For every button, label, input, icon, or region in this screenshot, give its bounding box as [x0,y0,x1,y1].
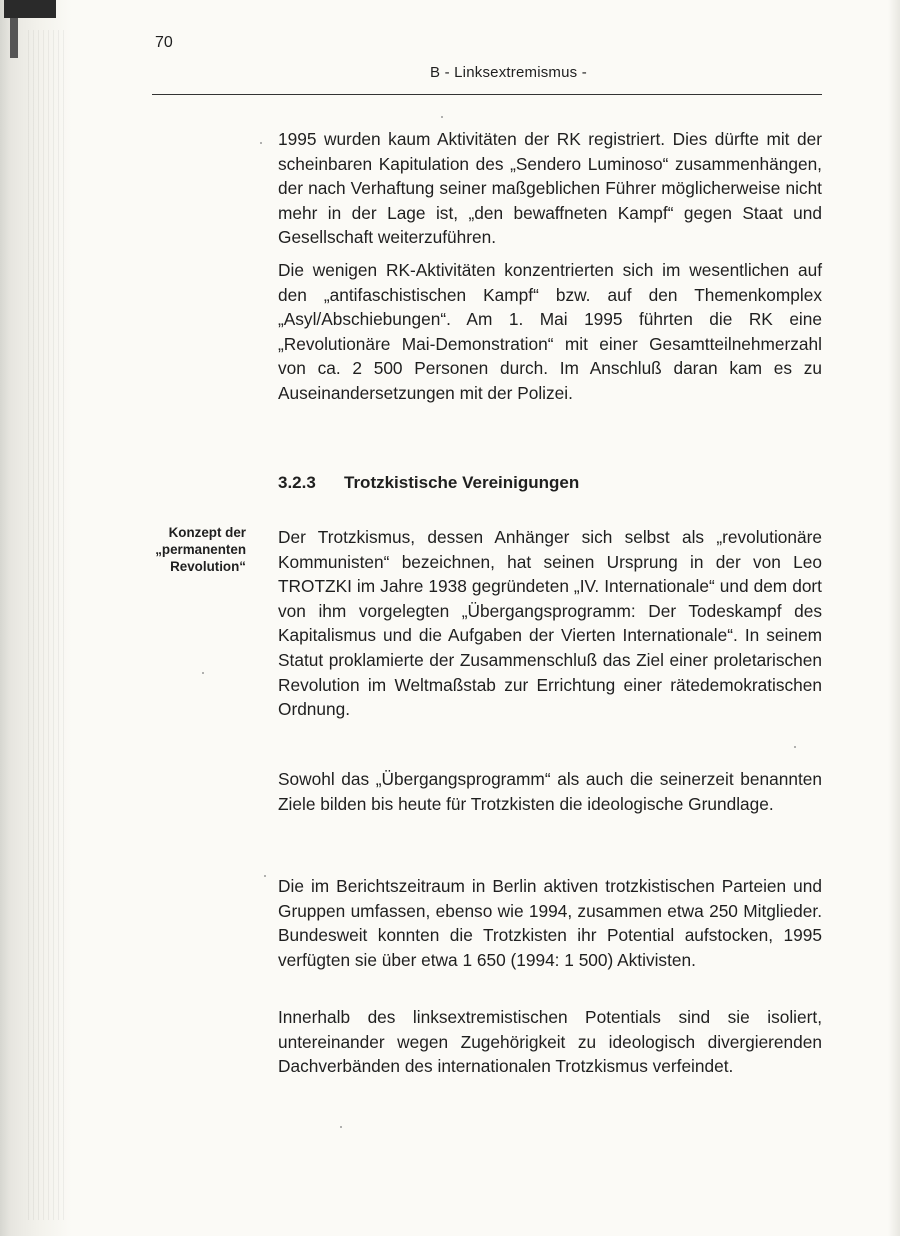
paragraph-trotzkism-origin: Der Trotzkismus, dessen Anhänger sich selbst als „revolutionäre Kommunisten“ bezeichnen, hat seinen Ursprung in der von Leo TROTZKI im Jahre 1938 gegründeten „IV. Internationale“ und dem dort von ihm vorgelegten „Übergangsprogramm: Der Todeskampf des Kapitalismus und die Aufgaben der Vierten Internationale“. In seinem Statut proklamierte der Zusammenschluß das Ziel einer proletarischen Revolution im Weltmaßstab zur Errichtung einer rätedemokratischen Ordnung. [278,527,822,720]
page-right-edge [888,0,900,1236]
margin-note-line-1: Konzept der [168,525,246,540]
page-stack-lines [28,30,68,1220]
scan-speck [794,746,796,748]
header-rule [152,94,822,95]
paragraph-ideological-basis: Sowohl das „Übergangsprogramm“ als auch die seinerzeit benannten Ziele bilden bis heute für Trotzkisten die ideologische Grundlage. [278,769,822,814]
scan-speck [260,142,262,144]
scan-speck [441,116,443,118]
scan-corner-mark [4,0,56,18]
margin-note [118,524,246,575]
section-title: Trotzkistische Vereinigungen [344,473,580,492]
margin-note-line-3: Revolution“ [170,559,246,574]
margin-note-line-2: „permanenten [155,542,246,557]
paragraph-rk-activities: 1995 wurden kaum Aktivitäten der RK registriert. Dies dürfte mit der scheinbaren Kapitulation des „Sendero Luminoso“ zusammenhängen, der nach Verhaftung seiner maßgeblichen Führer möglicherweise nicht mehr in der Lage ist, „den bewaffneten Kampf“ gegen Staat und Gesellschaft weiterzuführen. [278,129,822,248]
scan-corner-mark-tail [10,18,18,58]
paragraph-rk-demonstration: Die wenigen RK-Aktivitäten konzentrierten sich im wesentlichen auf den „antifaschistischen Kampf“ bzw. auf den Themenkomplex „Asyl/Abschiebungen“. Am 1. Mai 1995 führten die RK eine „Revolutionäre Mai-Demonstration“ mit einer Gesamtteilnehmerzahl von ca. 2 500 Personen durch. Im Anschluß daran kam es zu Auseinandersetzungen mit der Polizei. [278,260,822,403]
section-number: 3.2.3 [278,473,316,492]
scan-speck [202,672,204,674]
section-heading [278,473,579,493]
scan-speck [340,1126,342,1128]
running-header: B - Linksextremismus - [430,64,587,81]
scan-speck [264,875,266,877]
paragraph-membership: Die im Berichtszeitraum in Berlin aktiven trotzkistischen Parteien und Gruppen umfassen, ebenso wie 1994, zusammen etwa 250 Mitglieder. Bundesweit konnten die Trotzkisten ihr Potential aufstocken, 1995 verfügten sie über etwa 1 650 (1994: 1 500) Aktivisten. [278,876,822,970]
page-number: 70 [155,34,173,51]
paragraph-isolation: Innerhalb des linksextremistischen Potentials sind sie isoliert, untereinander wegen Zugehörigkeit zu ideologisch divergierenden Dachverbänden des internationalen Trotzkismus verfeindet. [278,1007,822,1077]
